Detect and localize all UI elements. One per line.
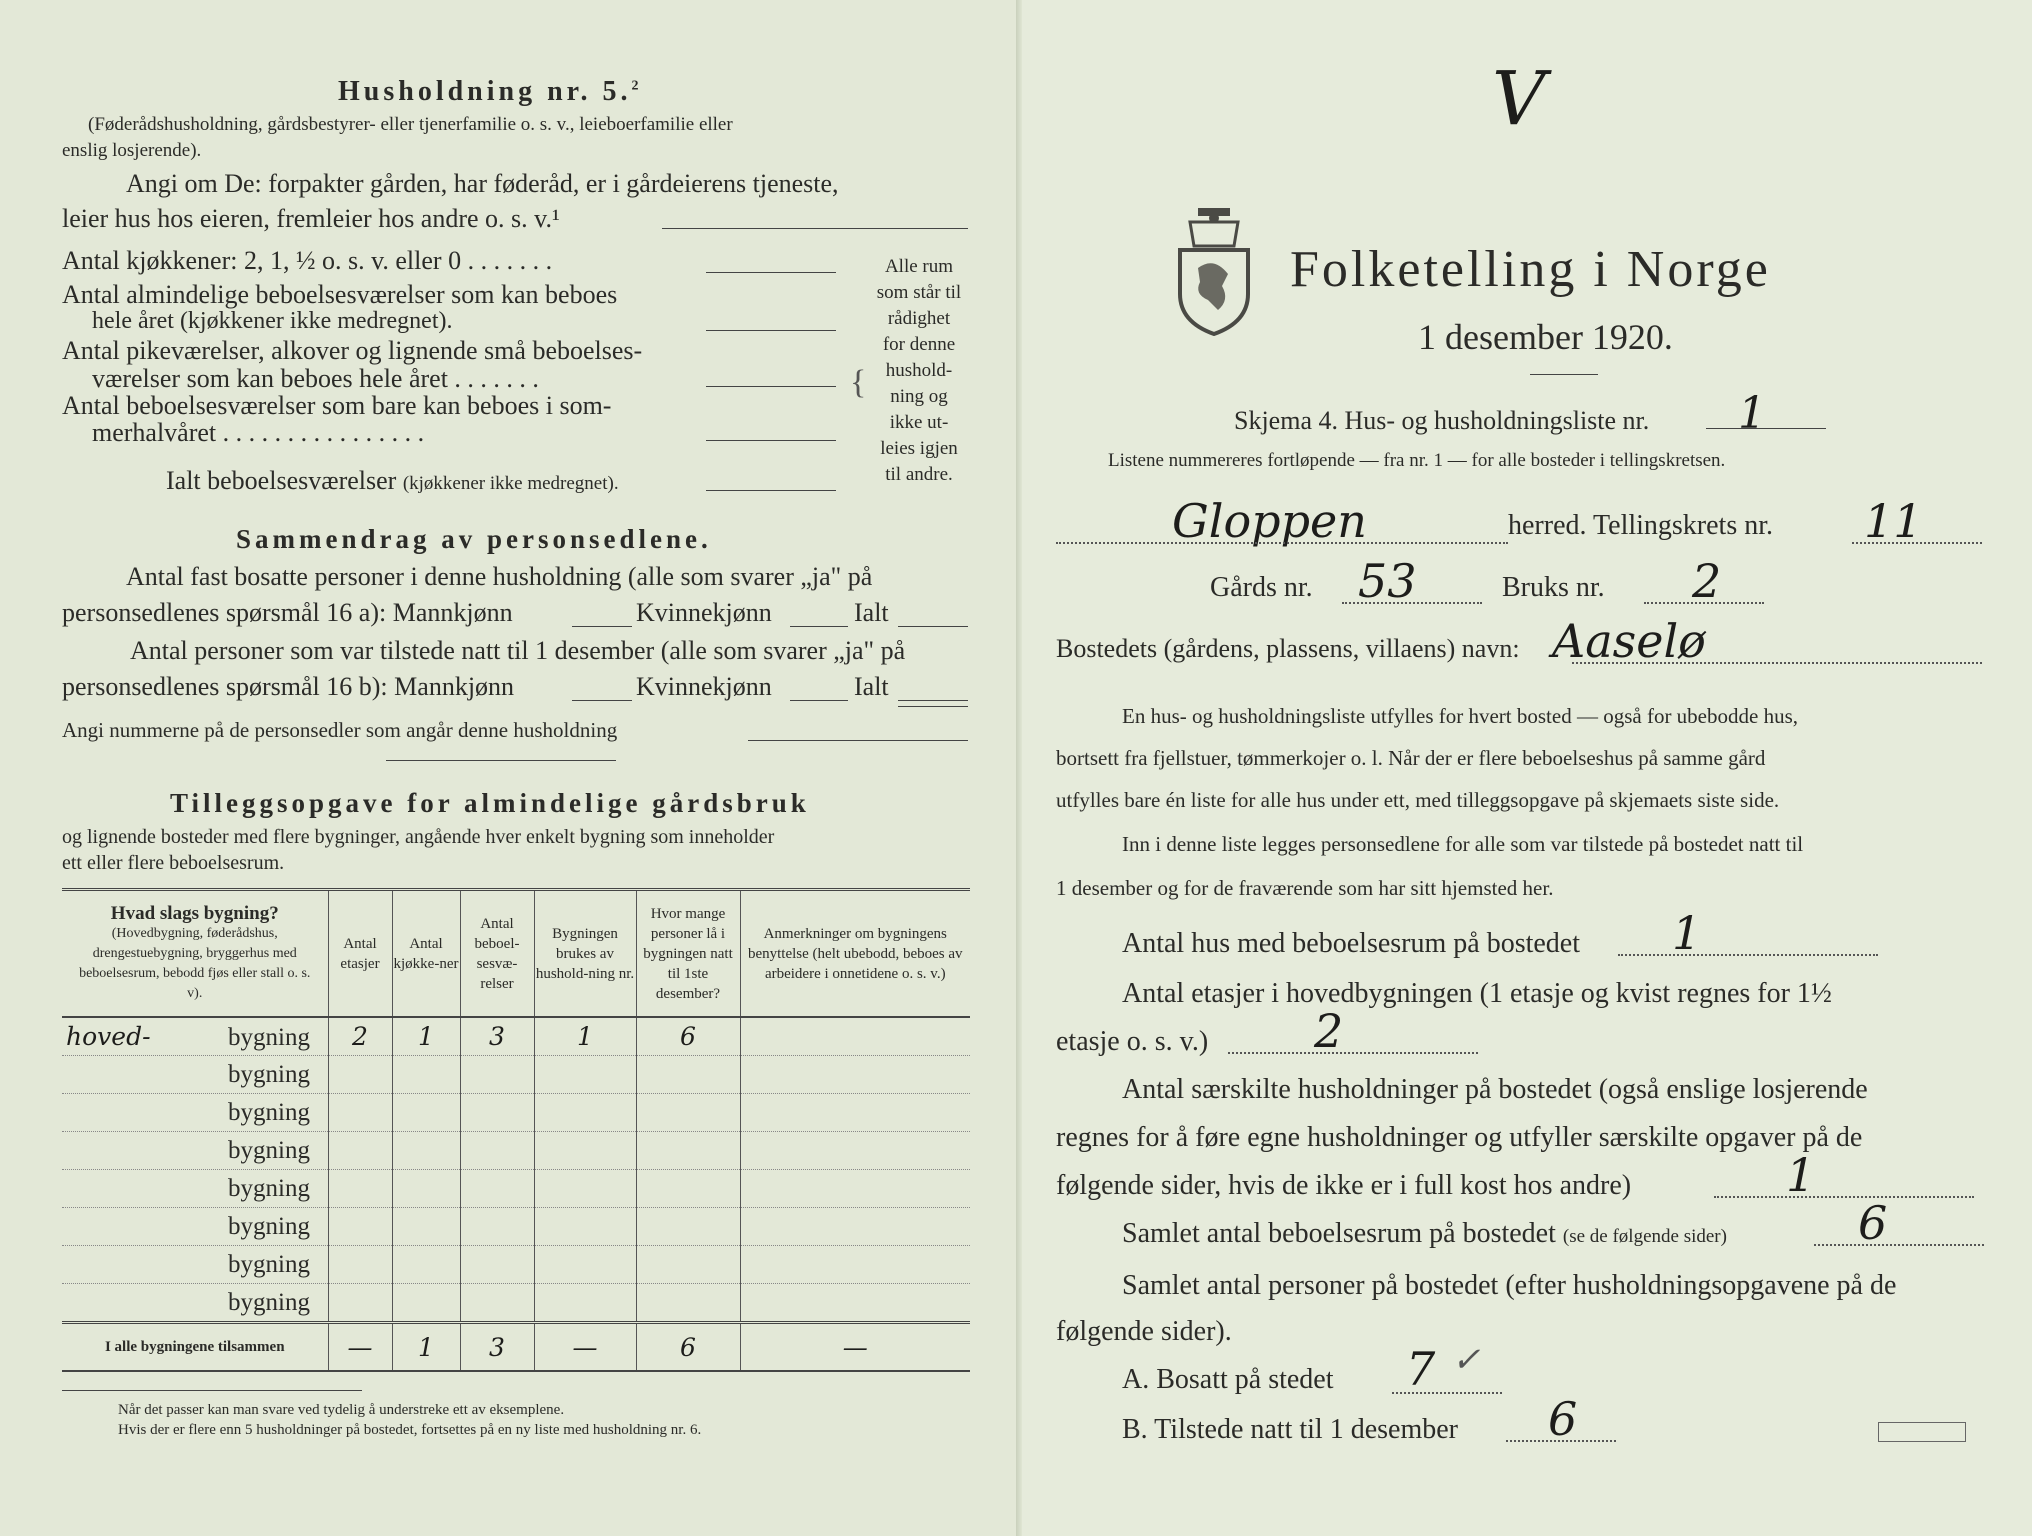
check-tick-icon: ✓ xyxy=(1452,1340,1481,1380)
instruction-5: 1 desember og for de fraværende som har sitt hjemsted her. xyxy=(1056,876,1554,900)
answer-line xyxy=(1392,1392,1502,1394)
col-kind: Hvad slags bygning? (Hovedbygning, føderådshus, drengestuebygning, bryggerhus med beboelsesrum, bebodd fjøs eller stall o. s. v). xyxy=(62,890,328,1018)
total-label: I alle bygningene tilsammen xyxy=(62,1323,328,1372)
tillegg-title: Tilleggsopgave for almindelige gårdsbruk xyxy=(170,788,810,818)
gards-nr: 53 xyxy=(1358,554,1417,608)
q-hus: Antal hus med beboelsesrum på bostedet xyxy=(1122,928,1581,959)
answer-line xyxy=(748,740,968,741)
instruction-1: En hus- og husholdningsliste utfylles for hvert bosted — også for ubebodde hus, xyxy=(1122,704,1798,728)
q-rum: Samlet antal beboelsesrum på bostedet (se de følgende sider) xyxy=(1122,1218,1727,1249)
row-kind: hoved- xyxy=(66,1021,151,1051)
total-vaerelser: 3 xyxy=(460,1323,534,1372)
angi-answer-line xyxy=(662,228,968,229)
col-etasjer: Antal etasjer xyxy=(328,890,392,1018)
kvinnekjonn-2: Kvinnekjønn xyxy=(636,672,772,701)
q-etasjer-2: etasje o. s. v.) xyxy=(1056,1026,1209,1057)
answer-line xyxy=(1714,1196,1974,1198)
rooms-pikevaerelser-2: værelser som kan beboes hele året . . . . . . . xyxy=(92,364,539,393)
rooms-sommer-2: merhalvåret . . . . . . . . . . . . . . . . xyxy=(92,418,425,447)
angi-text: Angi om De: forpakter gården, har føderåd, er i gårdeierens tjeneste, xyxy=(126,169,839,198)
total-husholdning: — xyxy=(534,1323,636,1372)
angi-text-2: leier hus hos eieren, fremleier hos andre o. s. v.¹ xyxy=(62,204,560,233)
a-hus: 1 xyxy=(1672,906,1702,960)
table-row: bygning xyxy=(62,1208,970,1246)
table-row: bygning xyxy=(62,1284,970,1323)
answer-line xyxy=(706,272,836,273)
bruks-label: Bruks nr. xyxy=(1502,572,1605,603)
answer-line xyxy=(898,626,968,627)
rooms-kjokkener: Antal kjøkkener: 2, 1, ½ o. s. v. eller 0 . . . . . . . xyxy=(62,246,553,275)
title-divider xyxy=(1530,374,1598,375)
a-etasjer: 2 xyxy=(1314,1004,1344,1058)
summary-1b: personsedlenes spørsmål 16 a): Mannkjønn xyxy=(62,598,513,627)
total-anmerkninger: — xyxy=(740,1323,970,1372)
ialt-rooms: Ialt beboelsesværelser (kjøkkener ikke medregnet). xyxy=(166,466,619,495)
divider xyxy=(386,760,616,761)
rooms-almindelige-2: hele året (kjøkkener ikke medregnet). xyxy=(92,308,453,334)
herred-label: herred. Tellingskrets nr. xyxy=(1508,510,1774,541)
ialt-2: Ialt xyxy=(854,672,889,701)
rooms-sommer: Antal beboelsesværelser som bare kan beboes i som- xyxy=(62,391,612,420)
table-row: bygning xyxy=(62,1246,970,1284)
tillegg-text-2: ett eller flere beboelsesrum. xyxy=(62,852,285,874)
instruction-3: utfylles bare én liste for alle hus under ett, med tilleggsopgave på skjemaets siste side. xyxy=(1056,788,1780,812)
total-personer: 6 xyxy=(636,1323,740,1372)
table-header-row xyxy=(62,890,970,1018)
tillegg-text: og lignende bosteder med flere bygninger, angående hver enkelt bygning som inneholder xyxy=(62,826,775,848)
answer-line xyxy=(898,700,968,701)
answer-line xyxy=(898,706,968,707)
building-table xyxy=(62,888,970,1372)
q-personer-2: følgende sider). xyxy=(1056,1316,1232,1347)
angi-nummerne: Angi nummerne på de personsedler som angår denne husholdning xyxy=(62,718,618,742)
a-bosatt: 7 xyxy=(1406,1342,1436,1396)
household-title: Husholdning nr. 5.$^2$ xyxy=(338,76,643,107)
footnote-1: Når det passer kan man svare ved tydelig å understreke ett av eksemplene. xyxy=(118,1402,565,1418)
col-kjokkener: Antal kjøkke-ner xyxy=(392,890,460,1018)
q-personer: Samlet antal personer på bostedet (efter husholdningsopgavene på de xyxy=(1122,1270,1897,1301)
footnote-2: Hvis der er flere enn 5 husholdninger på bostedet, fortsettes på en ny liste med husholdning nr. 6. xyxy=(118,1422,702,1438)
total-kjokkener: 1 xyxy=(392,1323,460,1372)
bosted-value: Aaselø xyxy=(1552,614,1706,668)
form-title: Folketelling i Norge xyxy=(1290,241,1771,298)
q-bosatt: A. Bosatt på stedet xyxy=(1122,1364,1334,1395)
bosted-label: Bostedets (gårdens, plassens, villaens) navn: xyxy=(1056,634,1520,663)
answer-line xyxy=(1506,1440,1616,1442)
instruction-4: Inn i denne liste legges personsedlene for alle som var tilstede på bostedet natt til xyxy=(1122,832,1804,856)
herred-value: Gloppen xyxy=(1172,494,1367,548)
answer-line xyxy=(1618,954,1878,956)
row-etasjer: 2 xyxy=(328,1017,392,1056)
footnote-divider xyxy=(62,1390,362,1391)
answer-line xyxy=(1342,602,1482,604)
table-row xyxy=(62,1017,970,1056)
a-husholdninger: 1 xyxy=(1786,1148,1816,1202)
kvinnekjonn-1: Kvinnekjønn xyxy=(636,598,772,627)
answer-line xyxy=(1852,542,1982,544)
col-personer: Hvor mange personer lå i bygningen natt til 1ste desember? xyxy=(636,890,740,1018)
summary-2a: Antal personer som var tilstede natt til 1 desember (alle som svarer „ja" på xyxy=(130,636,906,665)
answer-line xyxy=(1056,542,1508,544)
col-anmerkninger: Anmerkninger om bygningens benyttelse (helt ubebodd, beboes av arbeidere i onnetidene o. s. v.) xyxy=(740,890,970,1018)
row-husholdning: 1 xyxy=(534,1017,636,1056)
ialt-1: Ialt xyxy=(854,598,889,627)
table-row: bygning xyxy=(62,1170,970,1208)
q-husholdninger-3: følgende sider, hvis de ikke er i full kost hos andre) xyxy=(1056,1170,1632,1201)
form-date: 1 desember 1920. xyxy=(1418,317,1673,357)
skjema: Skjema 4. Hus- og husholdningsliste nr. xyxy=(1234,406,1650,435)
answer-line xyxy=(1228,1052,1478,1054)
answer-line xyxy=(572,626,632,627)
answer-line xyxy=(706,440,836,441)
answer-line xyxy=(706,330,836,331)
answer-line xyxy=(572,700,632,701)
bygning-label: bygning xyxy=(228,1023,310,1051)
col-husholdning: Bygningen brukes av hushold-ning nr. xyxy=(534,890,636,1018)
check-mark: V xyxy=(1492,56,1546,142)
total-etasjer: — xyxy=(328,1323,392,1372)
bruks-nr: 2 xyxy=(1692,554,1722,608)
rooms-pikevaerelser: Antal pikeværelser, alkover og lignende små beboelses- xyxy=(62,336,643,365)
gards-label: Gårds nr. xyxy=(1210,572,1313,603)
row-vaerelser: 3 xyxy=(460,1017,534,1056)
rooms-almindelige: Antal almindelige beboelsesværelser som kan beboes xyxy=(62,280,618,309)
instruction-2: bortsett fra fjellstuer, tømmerkojer o. l. Når der er flere beboelseshus på samme gård xyxy=(1056,746,1766,770)
q-husholdninger-2: regnes for å føre egne husholdninger og utfyller særskilte opgaver på de xyxy=(1056,1122,1863,1153)
col-vaerelser: Antal beboel-sesvæ-relser xyxy=(460,890,534,1018)
summary-2b: personsedlenes spørsmål 16 b): Mannkjønn xyxy=(62,672,515,701)
printer-stamp xyxy=(1878,1422,1966,1442)
tellingskrets-nr: 11 xyxy=(1864,494,1923,548)
q-etasjer: Antal etasjer i hovedbygningen (1 etasje og kvist regnes for 1½ xyxy=(1122,978,1832,1009)
side-note: Alle rum som står til rådighet for denne hushold- ning og ikke ut- leies igjen til andre. xyxy=(876,256,962,485)
answer-line xyxy=(1706,428,1826,429)
answer-line xyxy=(790,626,848,627)
table-row: bygning xyxy=(62,1056,970,1094)
row-personer: 6 xyxy=(636,1017,740,1056)
brace: { xyxy=(850,364,867,401)
skjema-nr: 1 xyxy=(1738,388,1766,439)
right-page xyxy=(1022,0,2032,1536)
a-rum: 6 xyxy=(1858,1196,1888,1250)
a-tilstede: 6 xyxy=(1548,1392,1578,1446)
coat-of-arms-icon xyxy=(1172,204,1256,336)
table-row: bygning xyxy=(62,1132,970,1170)
intro-note-2: enslig losjerende). xyxy=(62,140,202,161)
q-husholdninger: Antal særskilte husholdninger på bostedet (også enslige losjerende xyxy=(1122,1074,1868,1105)
intro-note: (Føderådshusholdning, gårdsbestyrer- eller tjenerfamilie o. s. v., leieboerfamilie eller xyxy=(88,114,733,135)
answer-line xyxy=(706,490,836,491)
table-total-row xyxy=(62,1323,970,1372)
q-tilstede: B. Tilstede natt til 1 desember xyxy=(1122,1414,1458,1445)
table-row: bygning xyxy=(62,1094,970,1132)
answer-line xyxy=(1572,662,1982,664)
answer-line xyxy=(706,386,836,387)
answer-line xyxy=(1814,1244,1984,1246)
answer-line xyxy=(1644,602,1764,604)
summary-1a: Antal fast bosatte personer i denne husholdning (alle som svarer „ja" på xyxy=(126,562,873,591)
answer-line xyxy=(790,700,848,701)
summary-title: Sammendrag av personsedlene. xyxy=(236,524,712,554)
row-kjokkener: 1 xyxy=(392,1017,460,1056)
listene: Listene nummereres fortløpende — fra nr. 1 — for alle bosteder i tellingskretsen. xyxy=(1108,450,1726,471)
